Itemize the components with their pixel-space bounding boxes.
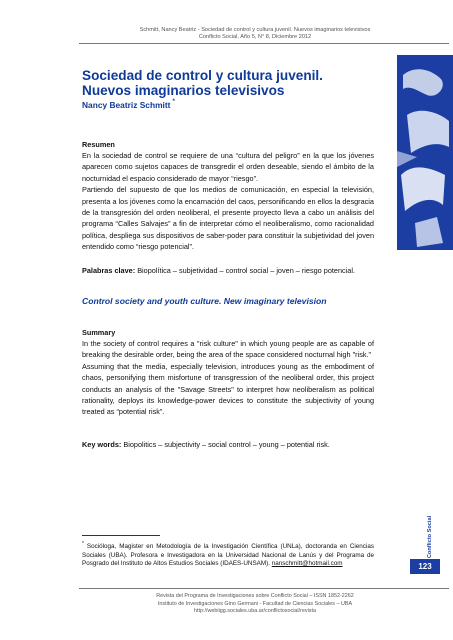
article-author [82, 99, 382, 110]
footer-line-1: Revista del Programa de Investigaciones sobre Conflicto Social – ISSN 1852-2262 [156, 593, 354, 599]
key-words [82, 440, 382, 449]
english-title: Control society and youth culture. New imaginary television [82, 296, 327, 306]
resumen-paragraph-2: Partiendo del supuesto de que los medios de comunicación, en especial la televisión, presenta a los jóvenes como la encarnación del caos, personificando en ellos la desgracia de la transgresión del orden neoliberal, el presente proyecto lleva a cabo un análisis del programa “Calles Salvajes” a fin de interpretar cómo el neoliberalismo, como racionalidad política, despliega sus dispositivos de saber-poder para constituir la subjetividad del joven entendido como “riesgo potencial”. [82, 185, 374, 252]
footnote-text: Socióloga, Magister en Metodología de la Investigación Científica (UNLa), doctoranda en Ciencias Sociales (UBA). Profesora e Investigadora en la Universidad Nacional de Lanús y del Programa de Posgrado del Instituto de Altos Estudios Sociales (IDAES-UNSAM). [82, 543, 374, 567]
author-email-link[interactable]: nanschmitt@hotmail.com [271, 559, 343, 567]
footnote-divider [82, 535, 160, 536]
summary-paragraph-2: Assuming that the media, especially television, introduces young as the embodiment of chaos, personifying them misfortune of transgression of the neoliberal order, this project conducts an analysis of the "Savage Streets" to interpret how neoliberalism as political rationality, deploys its knowledge-power devices to constitute the subjectivity of young treated as “potential risk”. [82, 361, 374, 417]
palabras-clave-label: Palabras clave: [82, 266, 136, 275]
banner-light-pattern [397, 55, 453, 250]
author-name: Nancy Beatriz Schmitt [82, 100, 171, 110]
footer-divider [79, 588, 449, 589]
key-words-text: Biopolitics – subjectivity – social control – young – potential risk. [123, 440, 330, 449]
article-title-line-1: Sociedad de control y cultura juvenil. [82, 68, 323, 83]
summary-paragraph-1: In the society of control requires a "risk culture" in which young people are as capable of breaking the desirable order, being the area of the space considered nocturnal high "risk." [82, 339, 374, 360]
journal-name: Conflicto Social [427, 515, 433, 559]
page-number: 123 [410, 559, 440, 574]
journal-side-label [410, 515, 450, 559]
palabras-clave-text: Biopolítica – subjetividad – control social – joven – riesgo potencial. [137, 266, 356, 275]
running-header [120, 27, 390, 41]
palabras-clave [82, 266, 382, 275]
resumen-heading: Resumen [82, 140, 115, 149]
footnote-mark: * [82, 541, 84, 547]
summary-body [82, 338, 374, 418]
article-title-line-2: Nuevos imaginarios televisivos [82, 83, 285, 98]
author-footnote-mark: * [172, 99, 175, 105]
footnote [82, 540, 374, 568]
resumen-body [82, 150, 374, 253]
decorative-banner-image [397, 55, 453, 250]
key-words-label: Key words: [82, 440, 122, 449]
running-header-line-1: Schmitt, Nancy Beatriz - Sociedad de control y cultura juvenil. Nuevos imaginarios televisivos [139, 27, 371, 33]
running-header-line-2: Conflicto Social, Año 5, N° 8, Diciembre 2012 [198, 34, 312, 40]
footer-line-2: Instituto de Investigaciones Gino Germani - Facultad de Ciencias Sociales – UBA [157, 600, 353, 607]
article-title [82, 68, 382, 98]
summary-heading: Summary [82, 328, 116, 337]
page-footer [100, 593, 410, 616]
resumen-paragraph-1: En la sociedad de control se requiere de una “cultura del peligro” en la que los jóvenes aparecen como sujetos capaces de transgredir el orden deseable, siendo el ámbito de la nocturnidad el espacio considerado de mayor “riesgo”. [82, 151, 374, 183]
footer-url-link[interactable]: http://webiigg.sociales.uba.ar/conflictosocial/revista [194, 608, 316, 615]
header-divider [79, 43, 449, 44]
